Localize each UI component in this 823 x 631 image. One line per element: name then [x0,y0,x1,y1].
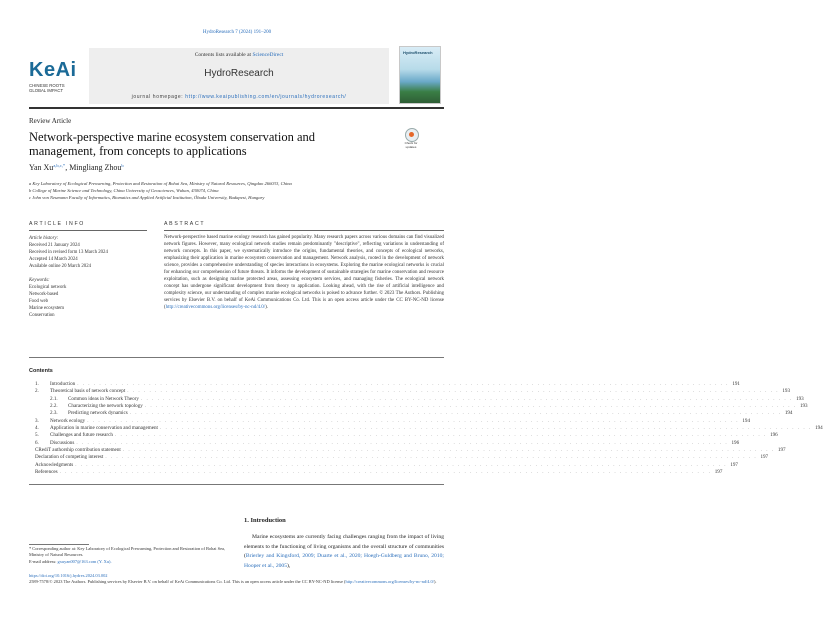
toc-item[interactable] [35,410,793,417]
toc-leader-dots: . . . . . . . . . . . . . . . . . . . . . . . . . . . . . . . . . . . . . . . . . . . . . . . . . . . . . . . . . . . . . . . . . . . . . . . . . . . . . . . . . . . . . . . . . . . . . . . . . . . . . . . . . . . . . . . . . . . . . . [59,469,712,476]
toc-leader-dots: . . . . . . . . . . . . . . . . . . . . . . . . . . . . . . . . . . . . . . . . . . . . . . . . . . . . . . . . . . . . . . . . . . . . . . . . . . . . . . . . . . . . . . . . . . . . . . . . . . . . . . . . . . . . . . . . . . . . . . [122,447,775,454]
toc-item-number: 5. [35,432,39,439]
toc-item-page[interactable]: 193 [796,395,804,402]
keyword: Marine ecosystem [29,306,65,311]
toc-item-label[interactable]: Application in marine conservation and management [50,425,158,432]
journal-homepage: journal homepage: http://www.keaipublishing.com/en/journals/hydroresearch/ [131,94,347,100]
article-footer: https://doi.org/10.1016/j.hydres.2024.03.002 2589-7578/© 2023 The Authors. Publishing services by Elsevier B.V. on behalf of KeAi Communications Co. Ltd. This is an open access article under the CC BY-NC-ND license (http://creativecommons.org/licenses/by-nc-nd/4.0/). [29,573,444,586]
contents-top-rule [29,357,444,358]
affiliation: c John von Neumann Faculty of Informatics, Biomatics and Applied Artificial Institution, Óbuda University, Budapest, Hungary [29,195,265,200]
article-title: Network-perspective marine ecosystem conservation and management, from concepts to applications [29,130,316,158]
keyword: Ecological network [29,285,67,290]
toc-item-page[interactable]: 193 [799,403,808,410]
toc-item-page[interactable]: 191 [732,381,740,387]
toc-item-number: 1. [35,381,39,387]
toc-leader-dots: . . . . . . . . . . . . . . . . . . . . . . . . . . . . . . . . . . . . . . . . . . . . . . . . . . . . . . . . . . . . . . . . . . . . . . . . . . . . . . . . . . . . . . . . . . . . . . . . . . . . . . . . . . . . . . . . . . . . . . [127,388,780,395]
toc-item[interactable] [35,439,740,447]
toc-item-number: 3. [35,417,39,424]
toc-item-number: 2.2. [50,403,58,410]
check-for-updates-badge[interactable] [402,128,420,150]
affiliation: a Key Laboratory of Ecological Prewarning, Protection and Restoration of Bohai Sea, Ministry of Natural Resources, Qingdao 266033, China [29,181,292,186]
toc-item[interactable] [35,403,808,410]
check-updates-label: Check for updates [404,141,418,149]
section-heading-introduction: 1. Introduction [244,517,286,524]
journal-title: HydroResearch [204,68,274,79]
toc-item-page[interactable]: 194 [742,417,750,424]
toc-item-number: 2. [35,388,39,395]
history-label: Article history: [29,236,59,241]
contents-bottom-rule [29,484,444,485]
toc-item-page[interactable]: 197 [777,447,786,454]
citation-links[interactable]: Brierley and Kingsford, 2009; Duarte et al., 2020; Hoegh-Guldberg and Bruno, 2010; Hooper et al., 2005 [244,553,444,569]
abstract-heading: ABSTRACT [164,221,206,227]
keyword: Network-based [29,292,59,297]
keywords-label: Keywords: [29,278,50,283]
article-info [29,235,147,319]
footnote-rule [29,544,89,545]
publisher-tagline-1: CHINESE ROOTS [29,83,65,88]
toc-item-label[interactable]: Theoretical basis of network concept [50,388,126,395]
toc-item[interactable] [35,432,778,439]
toc-leader-dots: . . . . . . . . . . . . . . . . . . . . . . . . . . . . . . . . . . . . . . . . . . . . . . . . . . . . . . . . . . . . . . . . . . . . . . . . . . . . . . . . . . . . . . . . . . . . . . . . . . . . . . . . . . . . . . . . . . . . . . [129,410,782,417]
keyword: Conservation [29,313,55,318]
toc-item-label[interactable]: Challenges and future research [50,432,113,439]
toc-item-label[interactable]: Introduction [50,381,76,387]
author-name[interactable]: Mingliang Zhou [69,163,122,172]
sciencedirect-link[interactable]: ScienceDirect [252,52,284,58]
publisher-logo [29,60,77,93]
abstract-rule [164,230,444,231]
author-superscript[interactable]: a,b,c,* [53,163,66,168]
footer-license: 2589-7578/© 2023 The Authors. Publishing services by Elsevier B.V. on behalf of KeAi Communications Co. Ltd. This is an open access article under the CC BY-NC-ND license ( [29,579,346,585]
toc-item-label[interactable]: Discussions [50,439,75,446]
header-rule [29,107,444,109]
toc-leader-dots: . . . . . . . . . . . . . . . . . . . . . . . . . . . . . . . . . . . . . . . . . . . . . . . . . . . . . . . . . . . . . . . . . . . . . . . . . . . . . . . . . . . . . . . . . . . . . . . . . . . . . . . . . . . . . . . . . . . . . . [140,395,793,402]
toc-item-number: 4. [35,425,39,432]
history-item: Received 21 January 2024 [29,243,80,248]
publisher-tagline-2: GLOBAL IMPACT [29,88,64,93]
author-name[interactable]: Yan Xu [29,163,54,172]
history-item: Accepted 14 March 2024 [29,257,78,262]
authors: Yan $Xu^{a,b,c,*}$, Mingliang Zhou$^b$ [29,163,124,172]
toc-item-label[interactable]: Declaration of competing interest [35,454,104,461]
email-link[interactable]: gxuyan007@163.com (Y. Xu). [57,558,112,564]
toc-item-page[interactable]: 197 [760,454,769,461]
email-label: E-mail address: [29,558,58,564]
copyright-text: © 2023 The Authors. Publishing services by Elsevier B.V. on behalf of KeAi Communications Co. Ltd. This is an open access article under the CC BY-NC-ND license ( [164,290,445,310]
toc-item[interactable] [35,469,723,476]
toc-item-number: 6. [35,439,39,446]
toc-item-page[interactable]: 197 [730,461,738,468]
history-item: Available online 20 March 2024 [29,264,91,269]
table-of-contents [35,381,823,476]
footer-license-link[interactable]: http://creativecommons.org/licenses/by-nc-nd/4.0/ [345,579,434,585]
journal-cover-image [399,46,441,104]
author-superscript[interactable]: b [121,163,124,168]
keyword: Food web [29,299,49,304]
toc-item-page[interactable]: 194 [784,410,793,417]
history-item: Received in revised form 13 March 2024 [29,250,108,255]
article-type: Review Article [29,117,72,125]
affiliation: b College of Marine Science and Technology, China University of Geosciences, Wuhan, 430074, China [29,188,219,193]
toc-item-label[interactable]: Network ecology [50,417,86,424]
toc-leader-dots: . . . . . . . . . . . . . . . . . . . . . . . . . . . . . . . . . . . . . . . . . . . . . . . . . . . . . . . . . . . . . . . . . . . . . . . . . . . . . . . . . . . . . . . . . . . . . . . . . . . . . . . . . . . . . . . . . . . . . . [159,425,812,432]
running-head[interactable]: HydroResearch 7 (2024) 191–200 [202,30,272,35]
toc-item-label[interactable]: CRediT authorship contribution statement [35,447,121,454]
toc-item[interactable] [35,461,738,469]
corresponding-author-footnote: * Corresponding author at: Key Laboratory of Ecological Prewarning, Protection and Restoration of Bohai Sea, Ministry of Natural Resources. E-mail address: gxuyan007@163.com (Y. Xu). [29,546,226,564]
toc-leader-dots: . . . . . . . . . . . . . . . . . . . . . . . . . . . . . . . . . . . . . . . . . . . . . . . . . . . . . . . . . . . . . . . . . . . . . . . . . . . . . . . . . . . . . . . . . . . . . . . . . . . . . . . . . . . . . . . . . . . . . . [144,403,797,410]
toc-item-page[interactable]: 197 [714,469,723,476]
toc-leader-dots: . . . . . . . . . . . . . . . . . . . . . . . . . . . . . . . . . . . . . . . . . . . . . . . . . . . . . . . . . . . . . . . . . . . . . . . . . . . . . . . . . . . . . . . . . . . . . . . . . . . . . . . . . . . . . . . . . . . . . . [87,417,739,424]
toc-item[interactable] [35,454,769,461]
toc-item-label[interactable]: Common ideas in Network Theory [68,395,139,402]
contents-available: Contents lists available at ScienceDirect [194,52,284,58]
introduction-text: Marine ecosystems are currently facing challenges ranging from the impact of living elements to the functioning of living organisms and the overall structure of communities (Brierley and Kingsford, 2009; Duarte et al., 2020; Hoegh-Guldberg and Bruno, 2010; Hooper et al., 2005), [244,534,444,569]
article-info-heading: ARTICLE INFO [29,221,86,227]
toc-item-page[interactable]: 193 [782,388,791,395]
toc-leader-dots: . . . . . . . . . . . . . . . . . . . . . . . . . . . . . . . . . . . . . . . . . . . . . . . . . . . . . . . . . . . . . . . . . . . . . . . . . . . . . . . . . . . . . . . . . . . . . . . . . . . . . . . . . . . . . . . . . . . . . . [114,432,767,439]
toc-item-label[interactable]: Acknowledgments [35,461,74,468]
journal-banner [89,48,389,104]
toc-item[interactable] [35,395,804,403]
abstract-text: Network-perspective based marine ecology research has gained popularity. Many research papers across various domains can find visualized network figures. However, many ecological network studies remain predominantly "descriptive", reflecting variations in understanding of network concepts. In this paper, we systematically introduce the origins, fundamental theories, and concepts of ecological networks, emphasizing their application in marine ecosystem conservation and management. Network analysis, rooted in the development of network science, provides a comprehensive understanding of species interactions in ecosystems. Exploring the marine ecological networks is crucial for enhancing our comprehension of future threats. It informs the development of sustainable strategies for marine conservation and resource exploitation, such as designing marine protected areas, assessing ecosystem services, and managing fisheries. The ecological network concept has undergone significant development from theory to application. Looking ahead, with the rise of artificial intelligence and complexity science, our understanding of complex marine ecological networks is poised to advance further. © 2023 The Authors. Publishing services by Elsevier B.V. on behalf of KeAi Communications Co. Ltd. This is an open access article under the CC BY-NC-ND license (http://creativecommons.org/licenses/by-nc-nd/4.0/). [164,235,445,310]
toc-leader-dots: . . . . . . . . . . . . . . . . . . . . . . . . . . . . . . . . . . . . . . . . . . . . . . . . . . . . . . . . . . . . . . . . . . . . . . . . . . . . . . . . . . . . . . . . . . . . . . . . . . . . . . . . . . . . . . . . . . . . . . [75,461,727,468]
license-link[interactable]: http://creativecommons.org/licenses/by-nc-nd/4.0/ [165,304,266,310]
contents-heading: Contents [29,368,53,374]
toc-item-page[interactable]: 196 [731,439,740,446]
toc-item[interactable] [35,417,750,425]
cover-title: HydroResearch [403,50,433,55]
toc-leader-dots: . . . . . . . . . . . . . . . . . . . . . . . . . . . . . . . . . . . . . . . . . . . . . . . . . . . . . . . . . . . . . . . . . . . . . . . . . . . . . . . . . . . . . . . . . . . . . . . . . . . . . . . . . . . . . . . . . . . . . . [76,439,729,446]
toc-leader-dots: . . . . . . . . . . . . . . . . . . . . . . . . . . . . . . . . . . . . . . . . . . . . . . . . . . . . . . . . . . . . . . . . . . . . . . . . . . . . . . . . . . . . . . . . . . . . . . . . . . . . . . . . . . . . . . . . . . . . . . [77,381,729,387]
toc-leader-dots: . . . . . . . . . . . . . . . . . . . . . . . . . . . . . . . . . . . . . . . . . . . . . . . . . . . . . . . . . . . . . . . . . . . . . . . . . . . . . . . . . . . . . . . . . . . . . . . . . . . . . . . . . . . . . . . . . . . . . . [105,454,758,461]
publisher-name: KeAi [29,59,77,81]
article-info-rule [29,230,147,231]
toc-item-page[interactable]: 194 [815,425,823,432]
check-updates-icon [405,128,419,142]
toc-item-label[interactable]: Predicting network dynamics [68,410,128,417]
toc-item-label[interactable]: References [35,469,58,476]
toc-item-number: 2.3. [50,410,58,417]
toc-item-label[interactable]: Characterizing the network topology [68,403,143,410]
toc-item-page[interactable]: 196 [770,432,778,439]
toc-item-number: 2.1. [50,395,58,402]
affiliations [29,180,429,201]
homepage-link[interactable]: http://www.keaipublishing.com/en/journals/hydroresearch/ [185,94,347,100]
toc-item[interactable] [35,388,791,395]
doi-link[interactable]: https://doi.org/10.1016/j.hydres.2024.03.002 [29,573,108,578]
